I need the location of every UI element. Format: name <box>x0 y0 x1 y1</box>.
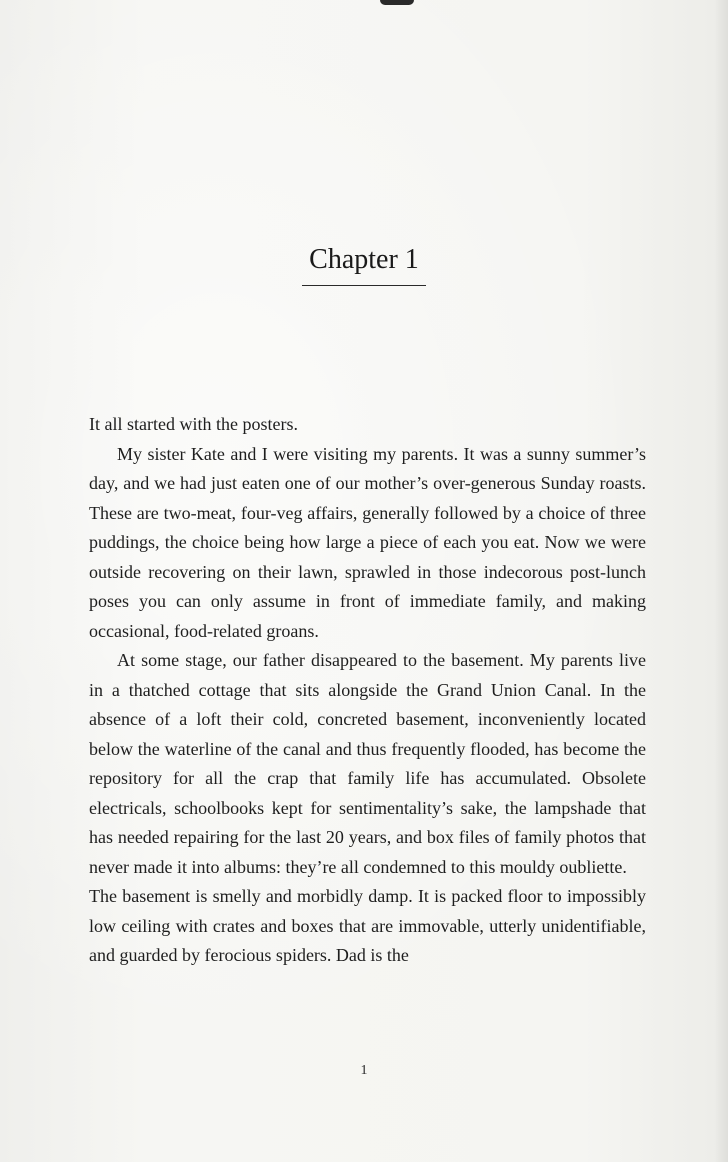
body-text <box>89 410 646 971</box>
chapter-heading <box>0 241 728 286</box>
chapter-title: Chapter 1 <box>302 241 426 286</box>
paragraph: The basement is smelly and morbidly damp. It is packed floor to impossibly low ceiling with crates and boxes that are immovable, utterly unidentifiable, and guarded by ferocious spiders. Dad is the <box>89 886 646 965</box>
paragraph: At some stage, our father disappeared to the basement. My parents live in a thatched cottage that sits alongside the Grand Union Canal. In the absence of a loft their cold, concreted basement, inconveniently located below the waterline of the canal and thus frequently flooded, has become the repository for all the crap that family life has accumulated. Obsolete electricals, schoolbooks kept for sentimentality’s sake, the lampshade that has needed repairing for the last 20 years, and box files of family photos that never made it into albums: they’re all condemned to this mouldy oubliette. <box>89 650 646 877</box>
paragraph: It all started with the posters. <box>89 414 298 434</box>
page-number: 1 <box>360 1063 368 1078</box>
page-gutter-shadow <box>714 0 728 1162</box>
paragraph: My sister Kate and I were visiting my parents. It was a sunny summer’s day, and we had just eaten one of our mother’s over-generous Sunday roasts. These are two-meat, four-veg affairs, generally followed by a choice of three puddings, the choice being how large a piece of each you eat. Now we were outside recovering on their lawn, sprawled in those indecorous post-lunch poses you can only assume in front of immediate family, and making occasional, food-related groans. <box>89 443 646 641</box>
page-edge-mark <box>380 0 414 5</box>
